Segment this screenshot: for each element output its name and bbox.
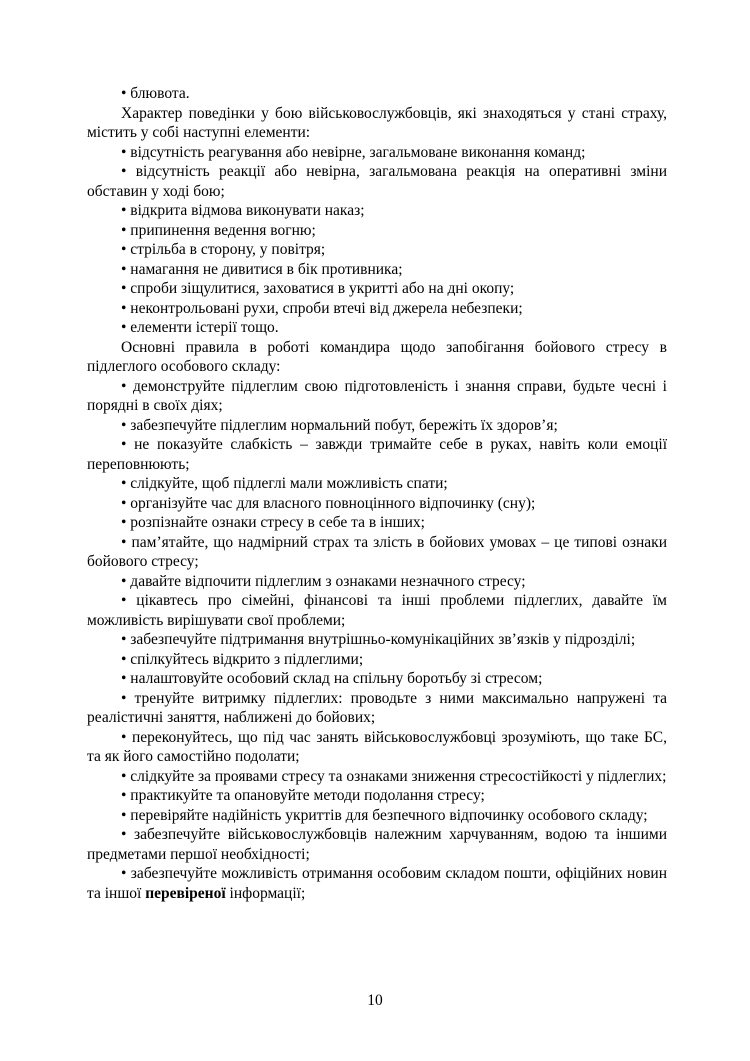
paragraph: • блювота. — [121, 85, 190, 102]
paragraph: Характер поведінки у бою військовослужбовців, які знаходяться у стані страху, містить у собі наступні елементи: — [87, 104, 667, 141]
paragraph: • забезпечуйте підлеглим нормальний побут, бережіть їх здоров’я; — [121, 416, 558, 434]
paragraph: • давайте відпочити підлеглим з ознаками незначного стресу; — [121, 572, 526, 590]
paragraph: • елементи істерії тощо. — [121, 319, 279, 336]
paragraph: • неконтрольовані рухи, спроби втечі від джерела небезпеки; — [121, 299, 523, 317]
paragraph: • слідкуйте, щоб підлеглі мали можливість спати; — [121, 475, 448, 492]
paragraph-last — [87, 864, 667, 903]
paragraph: • слідкуйте за проявами стресу та ознаками зниження стресостійкості у підлеглих; — [121, 767, 667, 785]
paragraph: • тренуйте витримку підлеглих: проводьте з ними максимально напружені та реалістичні заняття, наближені до бойових; — [87, 689, 667, 726]
paragraph: • розпізнайте ознаки стресу в себе та в інших; — [121, 514, 425, 531]
paragraph: • перевіряйте надійність укриттів для безпечного відпочинку особового складу; — [121, 806, 648, 824]
paragraph: • забезпечуйте підтримання внутрішньо-комунікаційних зв’язків у підрозділі; — [121, 631, 636, 648]
paragraph: • намагання не дивитися в бік противника; — [121, 260, 403, 278]
paragraph: • організуйте час для власного повноцінного відпочинку (сну); — [121, 494, 536, 512]
paragraph: • переконуйтесь, що під час занять військовослужбовці зрозуміють, що таке БС, та як його самостійно подолати; — [87, 728, 667, 765]
paragraph: • спілкуйтесь відкрито з підлеглими; — [121, 650, 364, 668]
paragraph: • практикуйте та опановуйте методи подолання стресу; — [121, 787, 485, 804]
paragraph: • припинення ведення вогню; — [121, 221, 316, 239]
page-body — [87, 84, 667, 903]
last-paragraph-before: • забезпечуйте можливість отримання особовим складом пошти, офіційних новин та іншої — [87, 865, 667, 902]
paragraph: • стрільба в сторону, у повітря; — [121, 241, 326, 258]
paragraph: • забезпечуйте військовослужбовців належним харчуванням, водою та іншими предметами першої необхідності; — [87, 826, 667, 863]
paragraph: • спроби зіщулитися, заховатися в укритті або на дні окопу; — [121, 280, 515, 297]
paragraph: • не показуйте слабкість – завжди тримайте себе в руках, навіть коли емоції переповнюють; — [87, 436, 667, 473]
paragraph: • пам’ятайте, що надмірний страх та злість в бойових умовах – це типові ознаки бойового стресу; — [87, 533, 667, 570]
paragraph: • налаштовуйте особовий склад на спільну боротьбу зі стресом; — [121, 670, 543, 687]
paragraph: • відсутність реакції або невірна, загальмована реакція на оперативні зміни обставин у ході бою; — [87, 163, 667, 200]
emphasis-bold: перевіреної — [145, 884, 226, 902]
paragraph: • відкрита відмова виконувати наказ; — [121, 202, 365, 219]
paragraph: Основні правила в роботі командира щодо запобігання бойового стресу в підлеглого особового складу: — [87, 338, 667, 375]
last-paragraph-after: інформації; — [225, 884, 306, 902]
paragraph: • демонструйте підлеглим свою підготовленість і знання справи, будьте чесні і порядні в своїх діях; — [87, 377, 667, 414]
page-number: 10 — [367, 992, 383, 1009]
paragraph: • відсутність реагування або невірне, загальмоване виконання команд; — [121, 143, 586, 161]
paragraph: • цікавтесь про сімейні, фінансові та інші проблеми підлеглих, давайте їм можливість вирішувати свої проблеми; — [87, 592, 667, 629]
